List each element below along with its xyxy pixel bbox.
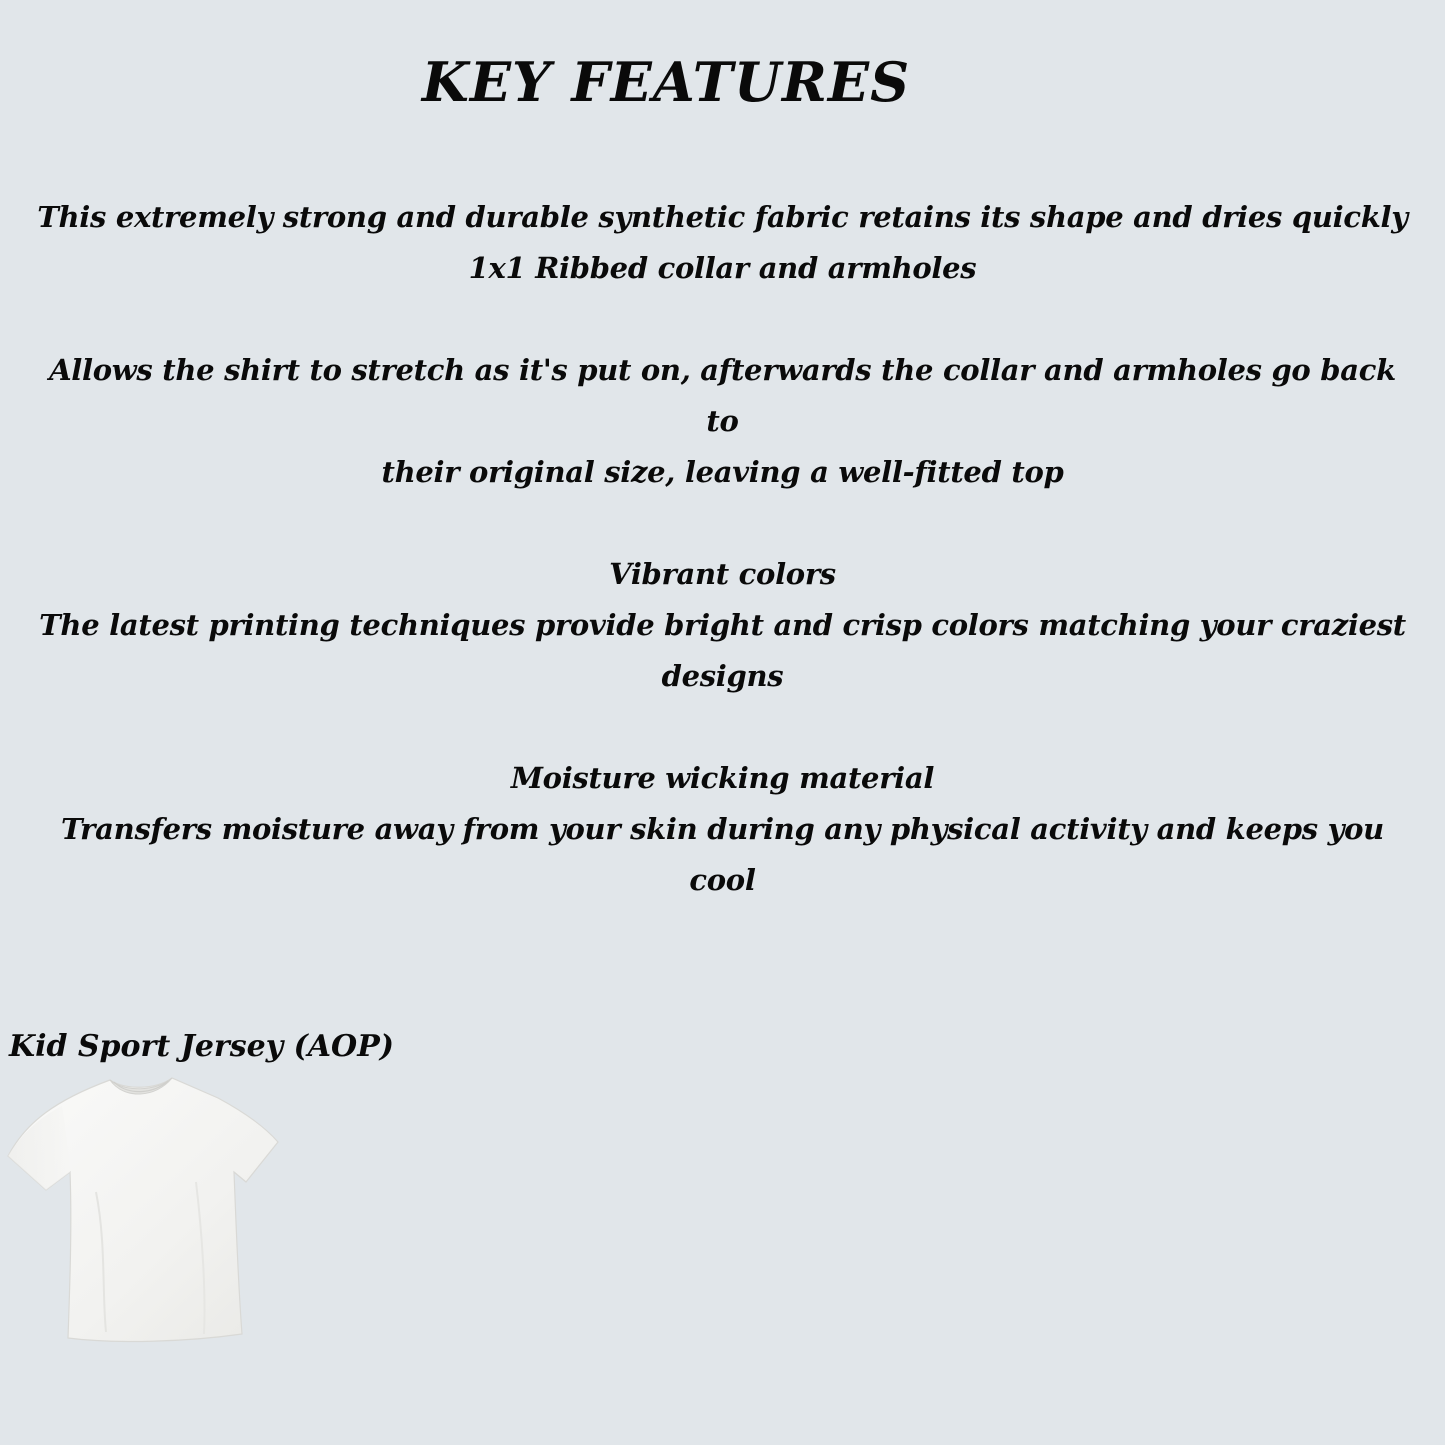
features-list xyxy=(30,192,1415,906)
tshirt-image xyxy=(6,1072,282,1344)
page-title: KEY FEATURES xyxy=(421,50,911,114)
feature-text: 1x1 Ribbed collar and armholes xyxy=(468,251,977,285)
spacer xyxy=(30,294,1415,345)
product-name: Kid Sport Jersey (AOP) xyxy=(9,1029,394,1064)
spacer xyxy=(30,498,1415,549)
feature-text: Allows the shirt to stretch as it's put on, afterwards the collar and armholes go back to xyxy=(49,353,1396,438)
feature-text: designs xyxy=(661,659,784,693)
feature-title: Vibrant colors xyxy=(609,557,836,591)
feature-text: This extremely strong and durable synthetic fabric retains its shape and dries quickly xyxy=(37,200,1408,234)
feature-text: The latest printing techniques provide bright and crisp colors matching your craziest xyxy=(39,608,1406,642)
feature-text: cool xyxy=(689,863,756,897)
tshirt-icon xyxy=(6,1072,282,1344)
feature-title: Moisture wicking material xyxy=(510,761,935,795)
feature-text: Transfers moisture away from your skin during any physical activity and keeps you xyxy=(61,812,1384,846)
feature-text: their original size, leaving a well-fitted top xyxy=(381,455,1064,489)
spacer xyxy=(30,702,1415,753)
